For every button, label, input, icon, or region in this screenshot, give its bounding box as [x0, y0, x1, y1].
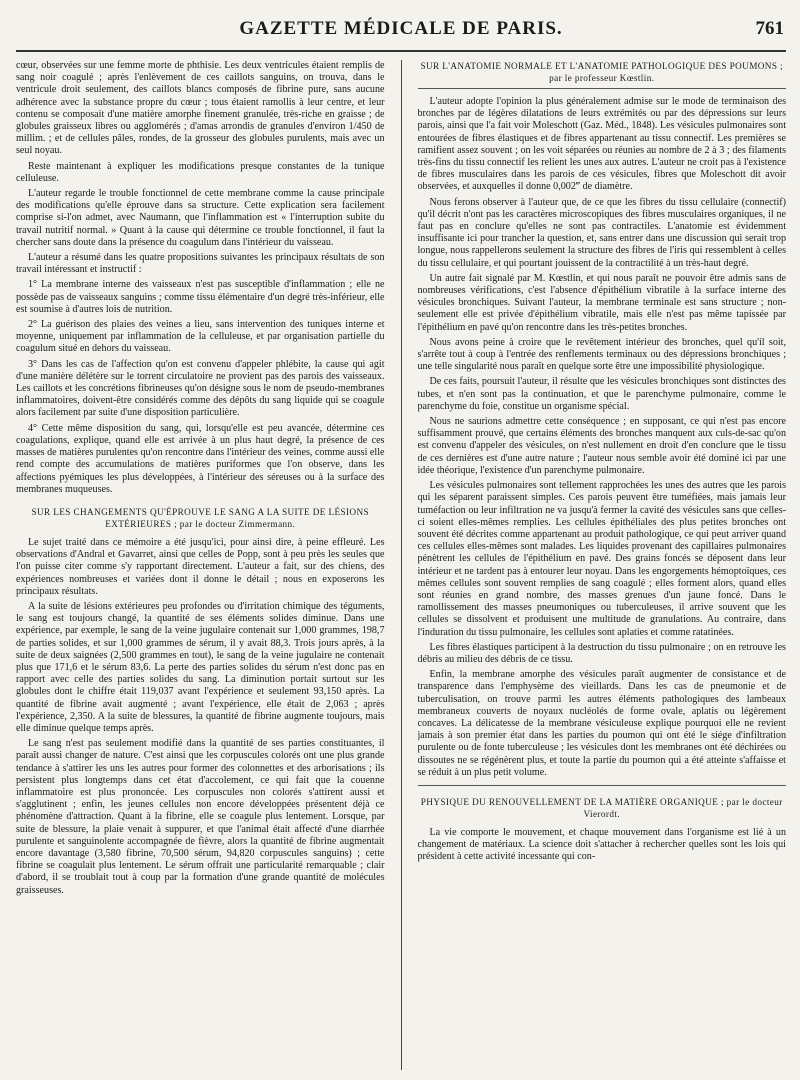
paragraph: Nous ferons observer à l'auteur que, de ce que les fibres du tissu cellulaire (connectif) qu'il décrit n'ont pas les caractères microscopiques des fibres musculaires organiques, il ne faut pas en conclure qu'elles ne sont pas contractiles. L'anatomie est évidemment insuffisante ici pour trancher la question, et, sans entrer dans une discussion qui serait trop longue, nous rappellerons seulement la structure des fibres de l'iris qui ressemblent à celles du tissu cellulaire, et qui pourtant jouissent de la contractilité à un très-haut degré.: [417, 196, 786, 269]
page-number: 761: [755, 18, 784, 39]
section-heading: PHYSIQUE DU RENOUVELLEMENT DE LA MATIÈRE ORGANIQUE ; par le docteur Vierordt.: [420, 796, 783, 819]
paragraph: L'auteur adopte l'opinion la plus généralement admise sur le mode de terminaison des bronches par de légères dilatations de leurs extrémités ou par des dépressions sur leurs parois, ainsi que l'a fait voir Moleschott (Gaz. Méd., 1848). Les vésicules pulmonaires sont entourées de fibres élastiques et de fibres appartenant au tissu connectif. Les premières se ramifient assez souvent ; on les voit séparées ou réunies au nombre de 2 à 3 ; des filaments très-fins du tissu connectif les relient les unes aux autres. L'auteur ne croit pas à l'existence de fibres musculaires dans les parois de ces vésicules, fibres que Moleschott dit avoir observées, et auxquelles il donne 0,002‴ de diamètre.: [417, 96, 786, 193]
paragraph: Le sang n'est pas seulement modifié dans la quantité de ses parties constituantes, il paraît aussi changer de nature. C'est ainsi que les corpuscules colorés ont une plus grande tendance à s'attirer les uns les autres pour former des colonnettes et des arborisations ; ils persistent plus longtemps dans cet état d'accolement, ce qui fait que la couenne inflammatoire est plus prononcée. Les corpuscules non colorés s'attirent aussi et s'agglutinent ; enfin, les jeunes cellules non encore développées présentent déjà ce phénomène d'attraction. Quant à la fibrine, elle se coagule plus lentement. Lorsque, par suite de blessure, la plaie venait à suppurer, et que l'animal était affecté d'une diarrhée purulente et sanguinolente accompagnée de fièvre, alors la quantité de fibrine augmentait encore davantage (3,580 fibrine, 70,500 sérum, 94,820 corpuscules sanguins) ; cette fibrine se coagulait plus lentement. Le sérum offrait une particularité remarquable ; clair d'abord, il se troublait tout à coup par la formation d'une grande quantité de molécules graisseuses.: [16, 738, 385, 896]
page-header: [16, 14, 786, 52]
paragraph: 3° Dans les cas de l'affection qu'on est convenu d'appeler phlébite, la cause qui agit d'une manière délétère sur le torrent circulatoire ne provient pas des parois des vaisseaux. Les caillots et les concrétions fibrineuses qu'on désigne sous le nom de pseudo-membranes inflammatoires, doivent-être considérés comme des dépôts du sang liquide qui se coagule alors facilement par suite d'une disposition particulière.: [16, 358, 385, 419]
paragraph: Nous ne saurions admettre cette conséquence ; en supposant, ce qui n'est pas encore suffisamment prouvé, que certains éléments des bronches manquent aux culs-de-sac qu'on est convenu d'appeler des vésicules, on n'est nullement en droit d'en conclure que le tissu de ces dernières est d'une autre nature ; l'auteur nous semble avoir été dominé ici par une idée théorique, l'existence d'un parenchyme pulmonaire.: [417, 416, 786, 476]
journal-title: GAZETTE MÉDICALE DE PARIS.: [239, 18, 563, 39]
paragraph: La vie comporte le mouvement, et chaque mouvement dans l'organisme est lié à un changement de matériaux. La science doit s'attacher à rechercher quelles sont les lois qui président à cette activité incessante qui con-: [417, 826, 786, 863]
paragraph: Le sujet traité dans ce mémoire a été jusqu'ici, pour ainsi dire, à peine effleuré. Les observations d'Andral et Gavarret, ainsi que celles de Popp, sont à peu près les seules que l'on puisse citer comme s'y rapportant directement. L'auteur a fait, sur des chiens, des expériences nombreuses et variées dont il donne le détail ; nous en exposerons les principaux résultats.: [16, 536, 385, 597]
paragraph: cœur, observées sur une femme morte de phthisie. Les deux ventricules étaient remplis de sang noir coagulé ; après l'enlèvement de ces caillots sanguins, on trouva, dans le ventricule droit seulement, des caillots blancs composés de fibrine pure, sans aucune adhérence avec la substance propre du cœur ; tous étaient ramollis à leur centre, et leur contenu se composait d'une matière amorphe finement granulée, très-riche en graisse ; de globules graisseux libres ou agglomérés ; d'amas arrondis de granules d'environ 1/450 de millim. ; et de cellules pâles, rondes, de la grosseur des globules purulents, mais avec un seul noyau.: [16, 60, 385, 157]
paragraph: Les vésicules pulmonaires sont tellement rapprochées les unes des autres que les parois qui les séparent paraissent simples. Ces parois peuvent être tuméfiées, mais jamais leur tuméfaction ou leur infiltration ne va jusqu'à fermer la cavité des vésicules sans que celles-ci soient elles-mêmes remplies. Les cellules épithéliales des plus petites bronches ont souvent été décrites comme appartenant au produit pathologique, ce qui peut arriver quand ces cellules elles-mêmes sont malades. Les liquides provenant des capillaires pulmonaires pénètrent les cellules de l'épithélium en pavé. Des grains foncés se déposent dans leur intérieur et ne tardent pas à entourer leur noyau. Dans les engorgements hémoptoïques, ces mêmes cellules sont souvent remplies de sang coagulé ; elles forment alors, quand elles sont réunies en grand nombre, des masses grenues d'un jaune foncé. Dans le ramollissement des masses pneumoniques ou tuberculeuses, il arrive souvent que les cellules se dissolvent et produisent une multitude de granulations. Au contraire, dans l'induration du tissu pulmonaire, les cellules sont aplaties et comme ratatinées.: [417, 480, 786, 638]
paragraph: 1° La membrane interne des vaisseaux n'est pas susceptible d'inflammation ; elle ne possède pas de vaisseaux sanguins ; comme tissu élémentaire d'un degré très-inférieur, elle est soumise à d'autres lois de nutrition.: [16, 279, 385, 315]
section-heading: SUR LES CHANGEMENTS QU'ÉPROUVE LE SANG A LA SUITE DE LÉSIONS EXTÉRIEURES ; par le docteur Zimmermann.: [31, 506, 370, 529]
text-columns: [16, 60, 786, 1070]
paragraph: Nous avons peine à croire que le revêtement intérieur des bronches, quel qu'il soit, s'arrête tout à coup à l'entrée des renflements terminaux ou des dépressions bronchiques ; une telle singularité nous paraît en quelque sorte être une impossibilité physiologique.: [417, 336, 786, 373]
section-heading: SUR L'ANATOMIE NORMALE ET L'ANATOMIE PATHOLOGIQUE DES POUMONS ; par le professeur Kœstlin.: [418, 60, 787, 89]
paragraph: L'auteur regarde le trouble fonctionnel de cette membrane comme la cause principale des modifications qu'elle éprouve dans sa structure. Cette explication sera facilement comprise si-l'on admet, avec Naumann, que l'inflammation est « l'interruption subite du travail nutritif normal. » Quant à la cause qui détermine ce trouble fonctionnel, il faut la chercher sans doute dans la présence du coagulum dans l'intérieur du vaisseau.: [16, 188, 385, 248]
left-column: [16, 60, 385, 1070]
paragraph: Un autre fait signalé par M. Kœstlin, et qui nous paraît ne pouvoir être admis sans de nombreuses vérifications, c'est l'absence d'épithélium vibratile à la surface interne des vésicules bronchiques. Suivant l'auteur, la membrane terminale est sans structure ; non-seulement elle est privée d'épithélium vibratile, mais elle n'est pas même tapissée par l'épithélium en pavé qu'on rencontre dans les très-petites bronches.: [417, 272, 786, 333]
column-divider: [401, 60, 402, 1070]
section-rule: [418, 785, 787, 786]
paragraph: Enfin, la membrane amorphe des vésicules paraît augmenter de consistance et de transparence dans l'emphysème des vieillards. Dans les cas de pneumonie et de tuberculisation, on trouve parmi les autres éléments pathologiques des lambeaux membraneux couverts de noyaux nucléolés de forme ovale, aplatis ou légèrement concaves. La délicatesse de la membrane vésiculeuse explique pourquoi elle ne revient jamais à son premier état dans les parties du poumon qui ont été le siége d'infiltration purulente ou de fonte tuberculeuse ; les vésicules dont les membranes ont été déchirées ou dissoutes ne se régénèrent plus, et toute la partie du poumon qui a été atteinte s'affaisse et se réduit à un plus petit volume.: [417, 669, 786, 778]
paragraph: 2° La guérison des plaies des veines a lieu, sans intervention des tuniques interne et moyenne, uniquement par inflammation de la celluleuse, et par organisation partielle du coagulum situé en dehors du vaisseau.: [16, 319, 385, 355]
paragraph: Reste maintenant à expliquer les modifications presque constantes de la tunique celluleuse.: [16, 160, 385, 184]
right-column: [418, 60, 787, 1070]
paragraph: A la suite de lésions extérieures peu profondes ou d'irritation chimique des téguments, le sang est toujours changé, la quantité de ses éléments solides diminue. Dans une expérience, par exemple, le sang de la veine jugulaire contenait sur 1,000 grammes, 198,7 de parties solides, et sur 1,000 grammes de sérum, il y avait 88,3. Trois jours après, à la suite de deux saignées (2,500 grammes en tout), le sang de la veine jugulaire ne contenait plus que 171,6 et le sérum 83,6. La perte des parties solides du sérum n'est donc pas en rapport avec celle des parties solides du sang. La diminution portait surtout sur les globules dont le chiffre était 119,037 avant l'expérience et seulement 93,150 après. La quantité de fibrine avait augmenté ; avant l'expérience, elle était de 2,063 ; après l'expérience, 2,350. A la suite de blessures, la quantité de fibrine augmente toujours, mais elle diminue quelque temps après.: [16, 600, 385, 734]
paragraph: De ces faits, poursuit l'auteur, il résulte que les vésicules bronchiques sont distinctes des tubes, et n'en sont pas la continuation, et que le parenchyme pulmonaire, comme le parenchyme du foie, constitue un organisme spécial.: [417, 376, 786, 412]
paragraph: L'auteur a résumé dans les quatre propositions suivantes les principaux résultats de son travail intéressant et instructif :: [16, 252, 385, 276]
paragraph: Les fibres élastiques participent à la destruction du tissu pulmonaire ; on en retrouve les débris au milieu des débris de ce tissu.: [417, 641, 786, 665]
paragraph: 4° Cette même disposition du sang, qui, lorsqu'elle est peu avancée, détermine ces coagulations, explique, quand elle est arrivée à un plus haut degré, la présence de ces masses de matières purulentes qu'on rencontre dans l'intérieur des veines, comme aussi elle rend compte des accumulations de matières puriformes que l'on observe, dans les affections pyémiques les plus développées, à l'intérieur des séreuses ou à la surface des membranes muqueuses.: [16, 422, 385, 495]
